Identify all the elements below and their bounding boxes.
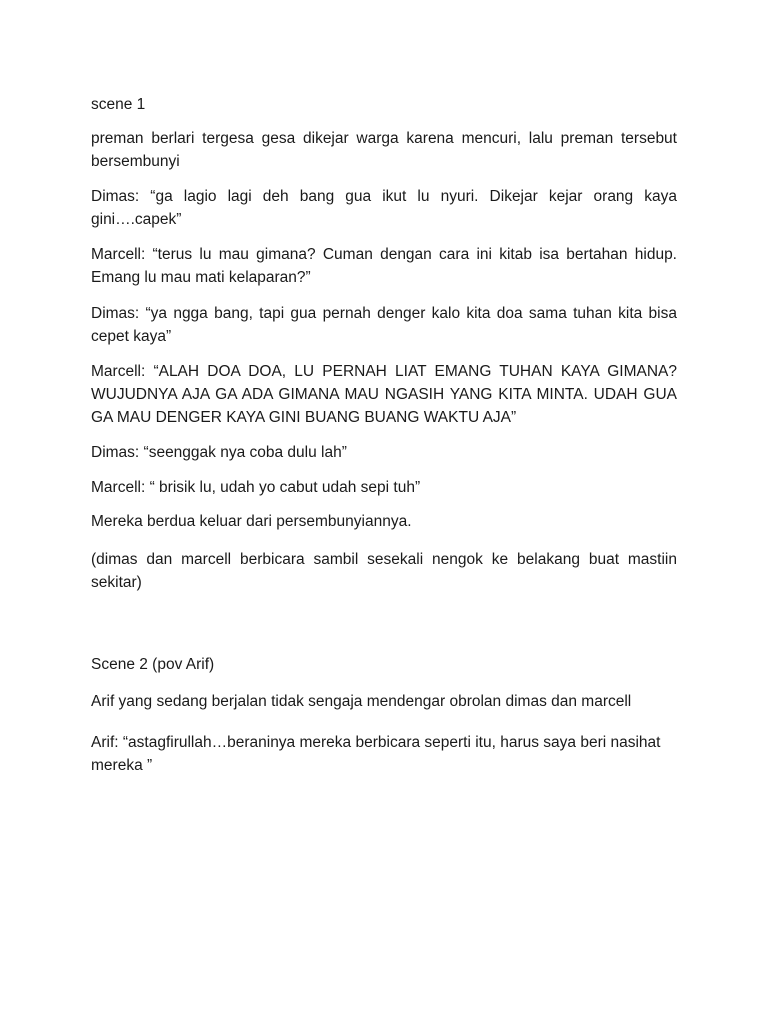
paragraph-narration-1: preman berlari tergesa gesa dikejar warga karena mencuri, lalu preman tersebut bersembunyi	[91, 130, 677, 170]
paragraph-arif-line-1: Arif: “astagfirullah…beraninya mereka berbicara seperti itu, harus saya beri nasihat mereka ”	[91, 734, 661, 774]
paragraph-dimas-line-3: Dimas: “seenggak nya coba dulu lah”	[91, 444, 347, 461]
paragraph-marcell-line-2: Marcell: “ALAH DOA DOA, LU PERNAH LIAT EMANG TUHAN KAYA GIMANA? WUJUDNYA AJA GA ADA GIMANA MAU NGASIH YANG KITA MINTA. UDAH GUA GA MAU DENGER KAYA GINI BUANG BUANG WAKTU AJA”	[91, 363, 677, 426]
scene-2-heading: Scene 2 (pov Arif)	[91, 656, 215, 673]
paragraph-narration-2: Mereka berdua keluar dari persembunyiannya.	[91, 513, 412, 530]
scene-1-heading: scene 1	[91, 96, 146, 113]
paragraph-narration-3: Arif yang sedang berjalan tidak sengaja mendengar obrolan dimas dan marcell	[91, 693, 632, 710]
paragraph-dimas-line-2: Dimas: “ya ngga bang, tapi gua pernah denger kalo kita doa sama tuhan kita bisa cepet kaya”	[91, 305, 677, 345]
paragraph-dimas-line-1: Dimas: “ga lagio lagi deh bang gua ikut lu nyuri. Dikejar kejar orang kaya gini….capek”	[91, 188, 677, 228]
paragraph-marcell-line-3: Marcell: “ brisik lu, udah yo cabut udah sepi tuh”	[91, 479, 421, 496]
paragraph-stage-direction: (dimas dan marcell berbicara sambil sesekali nengok ke belakang buat mastiin sekitar)	[91, 551, 677, 591]
paragraph-marcell-line-1: Marcell: “terus lu mau gimana? Cuman dengan cara ini kitab isa bertahan hidup. Emang lu mau mati kelaparan?”	[91, 246, 677, 286]
